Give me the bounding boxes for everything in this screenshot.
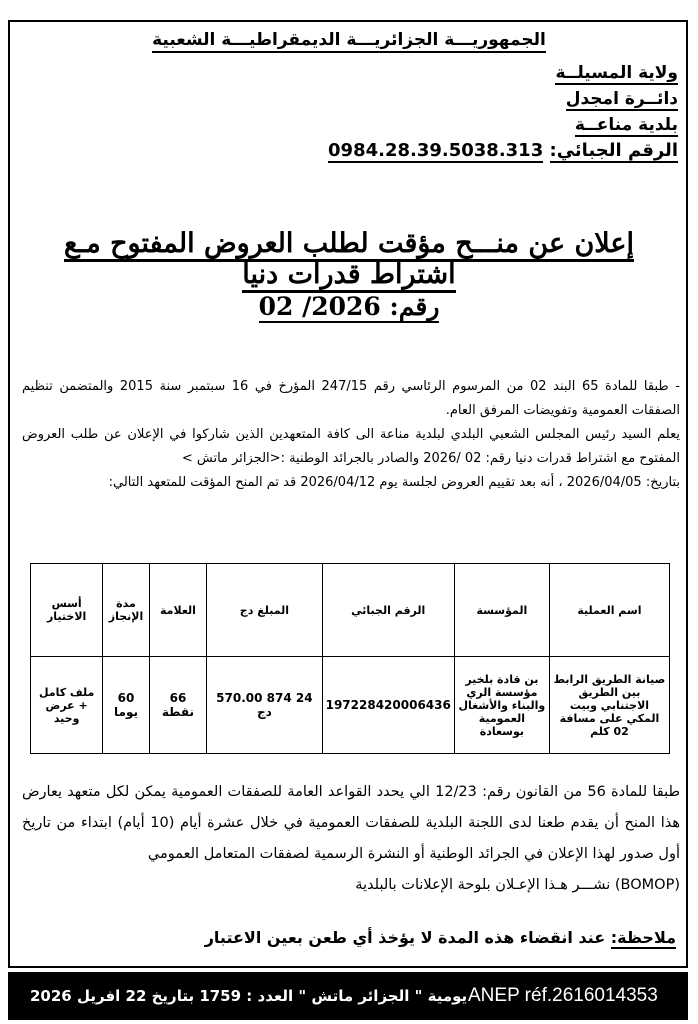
col-operation: اسم العملية	[549, 564, 669, 657]
number-label: رقم:	[389, 292, 440, 321]
cell-basis: ملف كامل + عرض وحيد	[31, 657, 103, 754]
republic-header	[0, 30, 698, 50]
col-company: المؤسسة	[454, 564, 549, 657]
law-text-2: (BOMOP) نشـــر هـذا الإعـلان بلوحة الإعلانات بالبلدية	[355, 877, 680, 893]
cell-amount: 24 874 570.00 دج	[207, 657, 322, 754]
fiscal-label: الرقم الجبائي:	[549, 140, 678, 161]
table-header-row	[31, 564, 670, 657]
cell-score: 66 نقطة	[149, 657, 206, 754]
newspaper-reference: يومية " الجزائر ماتش " العدد : 1759 بتاريخ 22 افريل 2026	[30, 987, 468, 1005]
remark-label: ملاحظة:	[610, 928, 676, 947]
fiscal-number: 0984.28.39.5038.313	[328, 140, 544, 161]
republic-title: الجمهوريـــة الجزائريـــة الديمقراطيـــة الشعبية	[152, 30, 546, 53]
body-paragraph-1: - طبقا للمادة 65 البند 02 من المرسوم الرئاسي رقم 247/15 المؤرخ في 16 سبتمبر سنة 2015 والمتضمن تنظيم الصفقات العمومية وتفويضات المرفق العام.	[22, 379, 680, 418]
remark	[205, 928, 676, 947]
col-basis: أسس الاختيار	[31, 564, 103, 657]
law-text-1: طبقا للمادة 56 من القانون رقم: 12/23 الي يحدد القواعد العامة للصفقات العمومية يمكن لكل متعهد يعارض هذا المنح أن يقدم طعنا لدى اللجنة البلدية للصفقات العمومية في خلال عشرة أيام (10 أيام) ابتداء من تاريخ أول صدور لهذا الإعلان في الجرائد الوطنية أو النشرة الرسمية لصفقات المتعامل العمومي	[22, 784, 680, 862]
announcement-number	[0, 292, 698, 321]
number-value: 02 /2026	[258, 292, 381, 321]
headline-text: إعلان عن منـــح مؤقت لطلب العروض المفتوح مـع اشتراط قدرات دنيا	[64, 228, 634, 293]
cell-operation: صيانة الطريق الرابط بين الطريق الاجتنابي وبيت المكي على مسافة 02 كلم	[549, 657, 669, 754]
announcement-title	[20, 228, 678, 290]
col-fiscal: الرقم الجبائي	[322, 564, 454, 657]
cell-duration: 60 يوما	[103, 657, 149, 754]
footer-bar	[8, 972, 688, 1020]
cell-company: بن قادة بلخير مؤسسة الري والبناء والأشغال العمومية بوسعادة	[454, 657, 549, 754]
body-paragraph-2: يعلم السيد رئيس المجلس الشعبي البلدي لبلدية مناعة الى كافة المتعهدين الذين شاركوا في الإعلان عن طلب العروض المفتوح مع اشتراط قدرات دنيا رقم: 02 /2026 والصادر بالجرائد الوطنية :<الجزائر ماتش >	[22, 427, 680, 466]
daira: دائــرة امجدل	[565, 89, 678, 109]
remark-text: عند انقضاء هذه المدة لا يؤخذ أي طعن بعين الاعتبار	[204, 928, 606, 947]
award-table	[30, 563, 670, 754]
appeal-notice	[22, 777, 680, 901]
administration-block	[328, 60, 678, 164]
anep-reference: ANEP réf.2616014353	[468, 985, 658, 1006]
body-paragraph-3: بتاريخ: 2026/04/05 ، أنه بعد تقييم العروض لجلسة يوم 2026/04/12 قد تم المنح المؤقت للمتعهد التالي:	[108, 475, 680, 490]
announcement-body	[22, 375, 680, 495]
col-score: العلامة	[149, 564, 206, 657]
table-row	[31, 657, 670, 754]
fiscal-id	[328, 138, 678, 164]
col-duration: مدة الإنجاز	[103, 564, 149, 657]
cell-fiscal: 197228420006436	[322, 657, 454, 754]
wilaya: ولاية المسيلــة	[555, 63, 678, 83]
commune: بلدية مناعــة	[574, 115, 678, 135]
col-amount: المبلغ دج	[207, 564, 322, 657]
